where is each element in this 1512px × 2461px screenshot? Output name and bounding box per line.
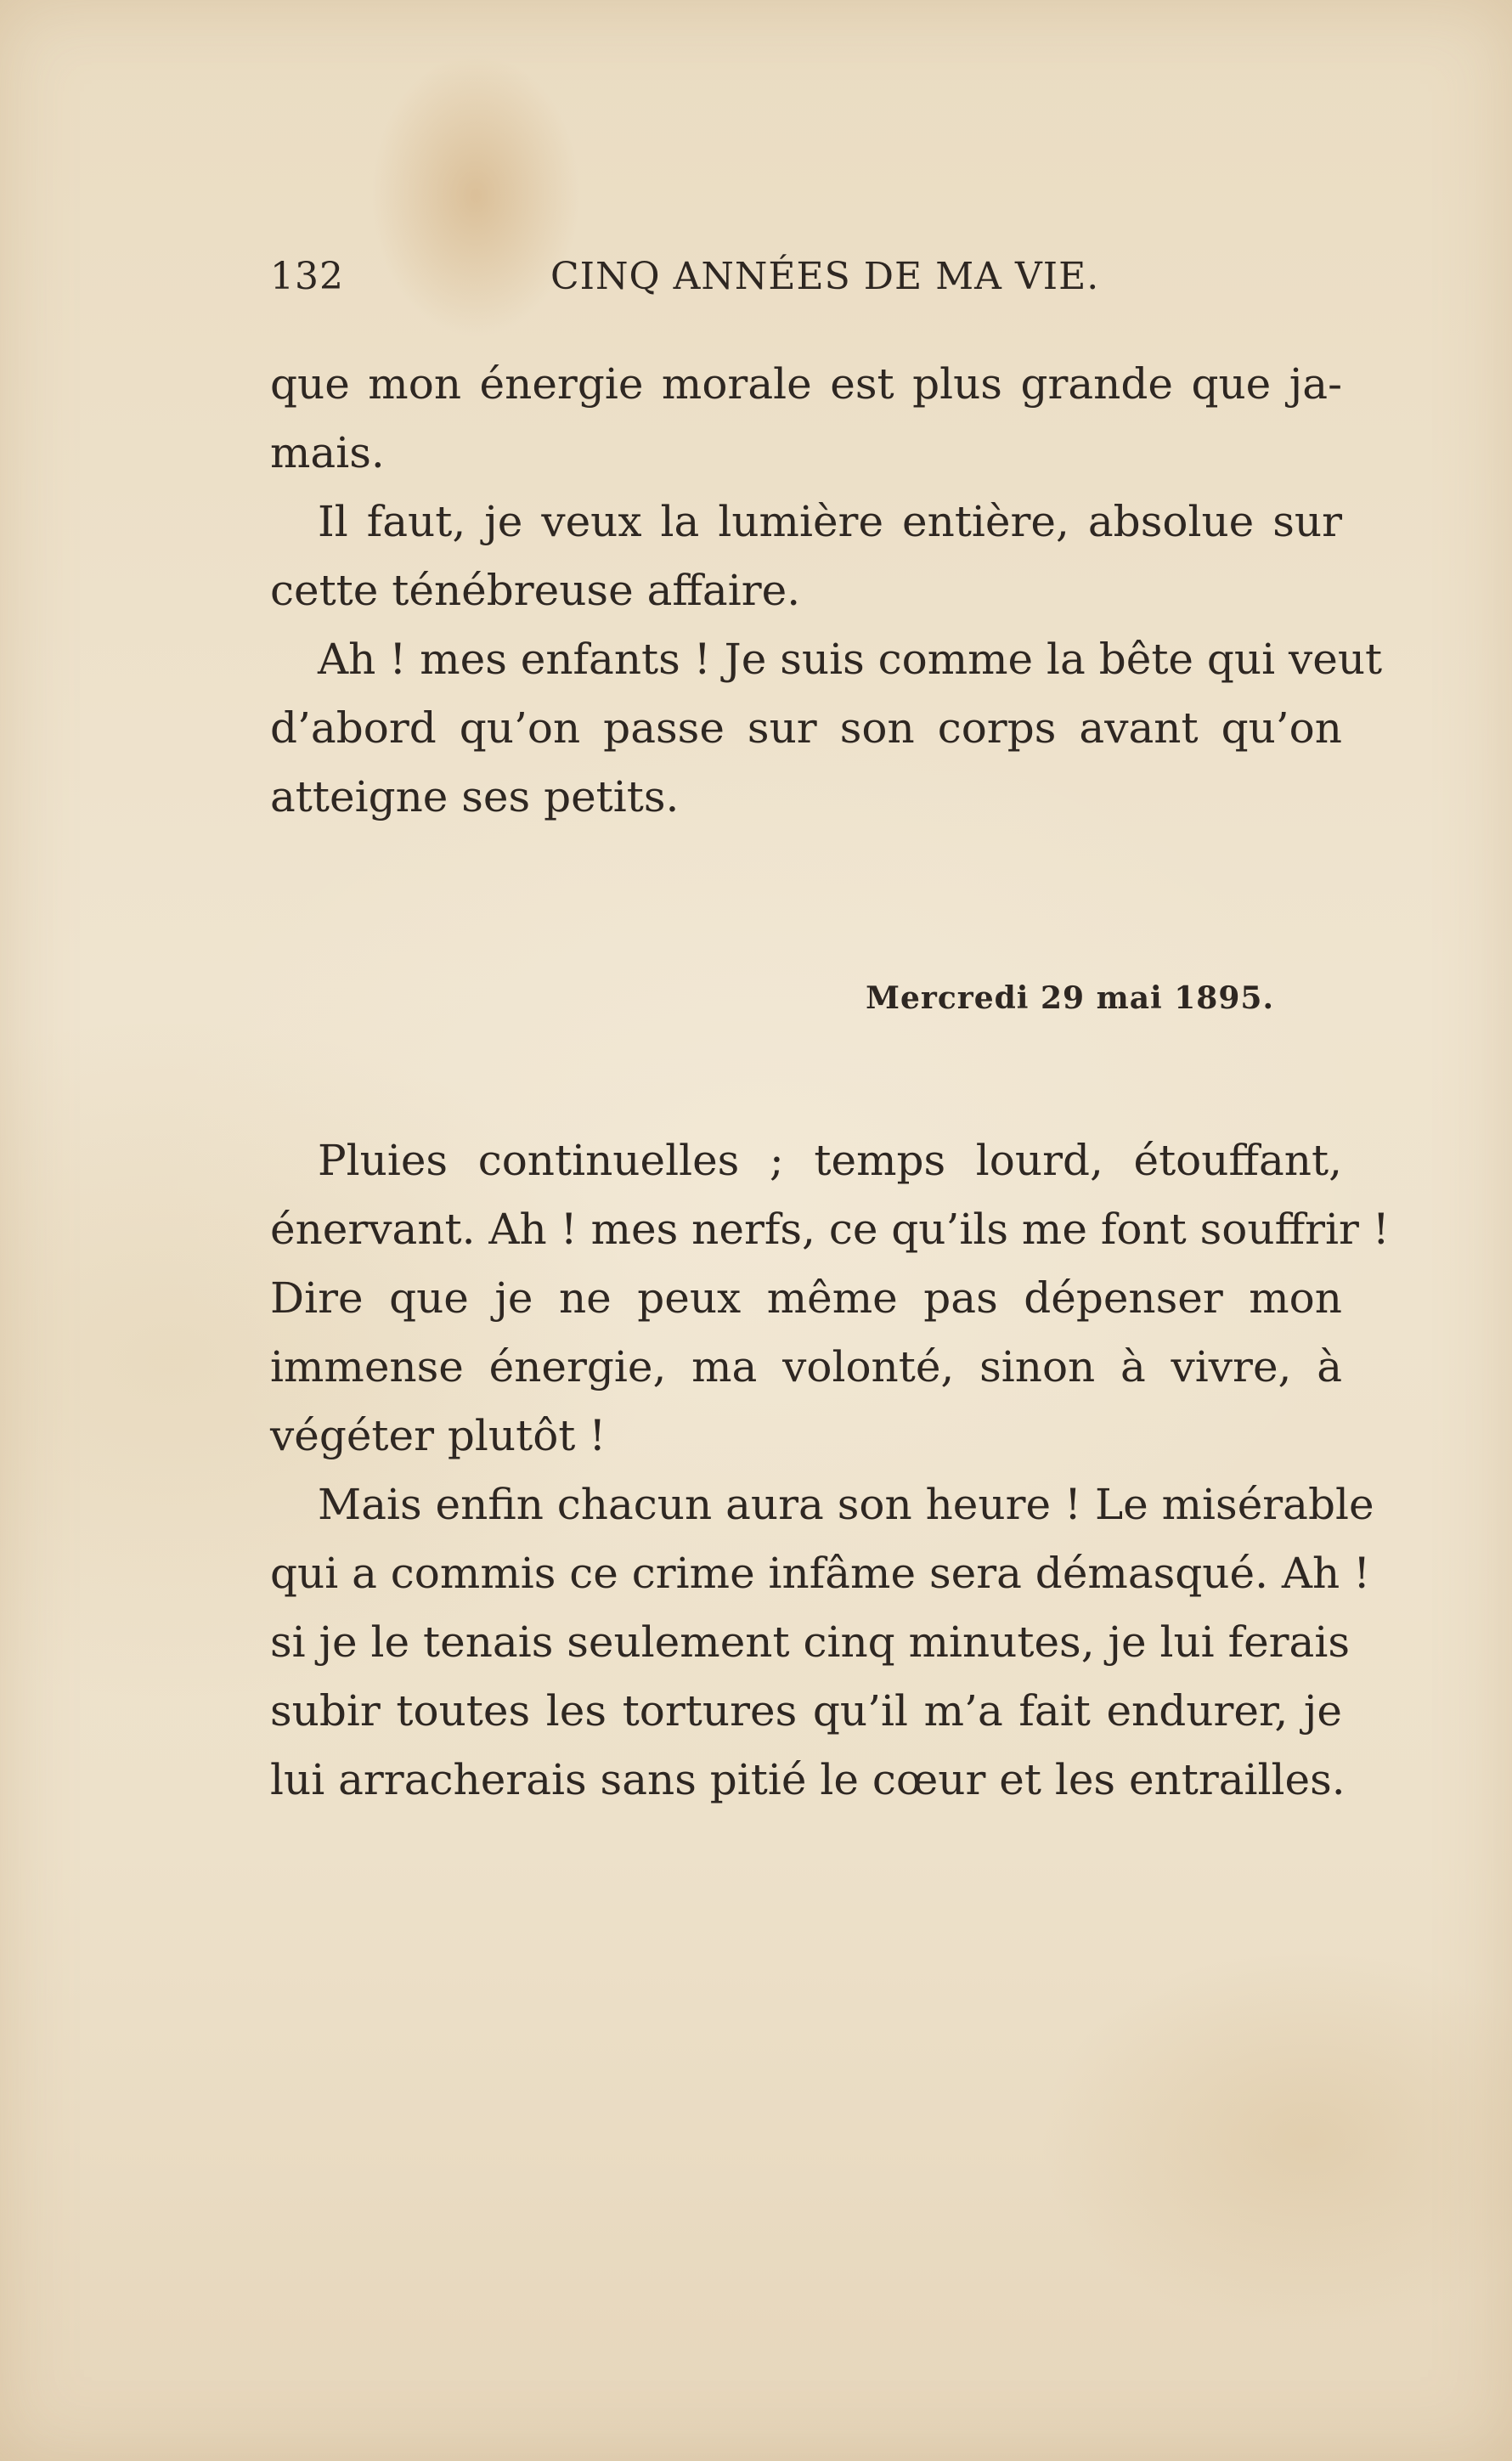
text-line: Ah ! mes enfants ! Je suis comme la bête qui veut <box>318 635 1383 684</box>
text-line: que mon énergie morale est plus grande que ja- <box>270 359 1342 409</box>
text-line: mais. <box>270 428 385 477</box>
text-line: d’abord qu’on passe sur son corps avant qu’on <box>270 703 1342 753</box>
text-line: immense énergie, ma volonté, sinon à vivre, à <box>270 1342 1342 1391</box>
running-head <box>270 255 1100 306</box>
text-line: végéter plutôt ! <box>270 1411 606 1460</box>
entry-text <box>270 1126 1390 1815</box>
text-line: Pluies continuelles ; temps lourd, étouffant, <box>318 1136 1342 1185</box>
text-line: Mais enfin chacun aura son heure ! Le misérable <box>318 1480 1374 1529</box>
text-line: Dire que je ne peux même pas dépenser mon <box>270 1273 1342 1323</box>
text-line: subir toutes les tortures qu’il m’a fait endurer, je <box>270 1686 1342 1736</box>
running-title: CINQ ANNÉES DE MA VIE. <box>550 255 1100 298</box>
page-number: 132 <box>270 255 344 298</box>
entry-date-heading: Mercredi 29 mai 1895. <box>866 980 1274 1016</box>
entry-continued-text <box>270 350 1383 832</box>
text-line: qui a commis ce crime infâme sera démasqué. Ah ! <box>270 1549 1371 1598</box>
text-line: Il faut, je veux la lumière entière, absolue sur <box>318 497 1342 546</box>
text-line: lui arracherais sans pitié le cœur et les entrailles. <box>270 1755 1346 1804</box>
text-line: atteigne ses petits. <box>270 772 680 821</box>
text-line: cette ténébreuse affaire. <box>270 566 801 615</box>
text-line: si je le tenais seulement cinq minutes, je lui ferais <box>270 1617 1351 1667</box>
text-line: énervant. Ah ! mes nerfs, ce qu’ils me font souffrir ! <box>270 1205 1390 1254</box>
